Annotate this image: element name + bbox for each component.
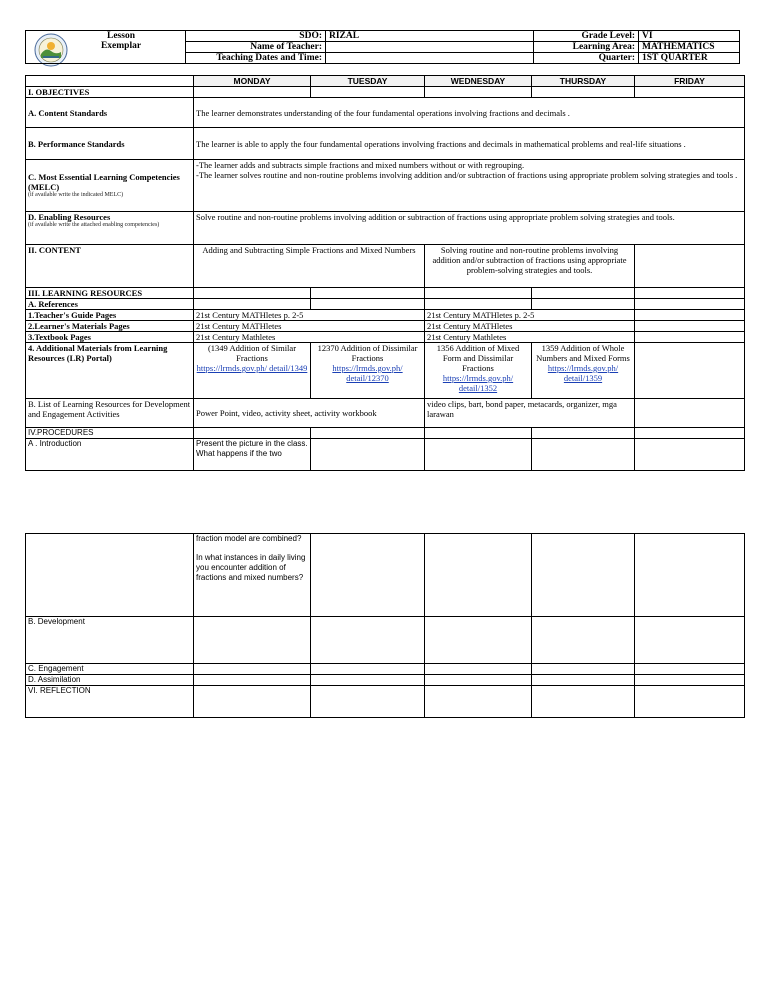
lesson-plan-table bbox=[25, 75, 745, 471]
teacher-label: Name of Teacher: bbox=[186, 42, 326, 53]
day-friday: FRIDAY bbox=[635, 76, 745, 87]
reflection-label: VI. REFLECTION bbox=[26, 686, 194, 718]
lrmds-link-1352[interactable]: https://lrmds.gov.ph/ detail/1352 bbox=[442, 373, 514, 393]
day-thursday: THURSDAY bbox=[532, 76, 635, 87]
introduction-text: Present the picture in the class. What happens if the two bbox=[194, 439, 311, 471]
day-wednesday: WEDNESDAY bbox=[425, 76, 532, 87]
add-mon-cell: (1349 Addition of Similar Fractions https://lrmds.gov.ph/ detail/1349 bbox=[194, 343, 311, 399]
list-wed: video clips, bart, bond paper, metacards, organizer, mga larawan bbox=[425, 399, 635, 428]
quarter-value: 1ST QUARTER bbox=[639, 53, 740, 64]
objectives-heading: I. OBJECTIVES bbox=[26, 87, 194, 98]
assimilation-label: D. Assimilation bbox=[26, 675, 194, 686]
development-label: B. Development bbox=[26, 617, 194, 664]
teacher-value bbox=[326, 42, 534, 53]
performance-standards-text: The learner is able to apply the four fundamental operations involving fractions and decimals in mathematical problems and real-life situations . bbox=[194, 128, 745, 160]
sdo-label: SDO: bbox=[186, 31, 326, 42]
melc-label-cell bbox=[26, 160, 194, 212]
grade-value: VI bbox=[639, 31, 740, 42]
procedures-heading: IV.PROCEDURES bbox=[26, 428, 194, 439]
day-tuesday: TUESDAY bbox=[311, 76, 425, 87]
enabling-label: D. Enabling Resources bbox=[28, 212, 111, 222]
day-monday: MONDAY bbox=[194, 76, 311, 87]
melc-text: -The learner adds and subtracts simple fractions and mixed numbers without or with regrouping. -The learner solves routine and non-routine problems involving addition and/or subtraction of fractions using appropriate problem solving strategies and tools . bbox=[194, 160, 745, 212]
lm-mon: 21st Century MATHletes bbox=[194, 321, 425, 332]
content-standards-label: A. Content Standards bbox=[26, 98, 194, 128]
enabling-label-cell bbox=[26, 212, 194, 245]
tb-label: 3.Textbook Pages bbox=[26, 332, 194, 343]
tg-label: 1.Teacher's Guide Pages bbox=[26, 310, 194, 321]
additional-materials-label: 4. Additional Materials from Learning Resources (LR) Portal) bbox=[26, 343, 194, 399]
dates-label: Teaching Dates and Time: bbox=[186, 53, 326, 64]
add-wed-cell: 1356 Addition of Mixed Form and Dissimilar Fractions https://lrmds.gov.ph/ detail/1352 bbox=[425, 343, 532, 399]
performance-standards-label: B. Performance Standards bbox=[26, 128, 194, 160]
lrmds-link-12370[interactable]: https://lrmds.gov.ph/ detail/12370 bbox=[332, 363, 403, 383]
references-label: A. References bbox=[26, 299, 194, 310]
header-table bbox=[25, 30, 740, 64]
engagement-label: C. Engagement bbox=[26, 664, 194, 675]
tb-wed: 21st Century Mathletes bbox=[425, 332, 635, 343]
lrmds-link-1349[interactable]: https://lrmds.gov.ph/ detail/1349 bbox=[196, 363, 308, 373]
grade-label: Grade Level: bbox=[534, 31, 639, 42]
tg-wed: 21st Century MATHletes p. 2-5 bbox=[425, 310, 635, 321]
corner-cell bbox=[26, 76, 194, 87]
quarter-label: Quarter: bbox=[534, 53, 639, 64]
introduction-continued: fraction model are combined? In what instances in daily living you encounter addition of fractions and mixed numbers? bbox=[194, 534, 311, 617]
resources-heading: III. LEARNING RESOURCES bbox=[26, 288, 194, 299]
lm-wed: 21st Century MATHletes bbox=[425, 321, 635, 332]
area-value: MATHEMATICS bbox=[639, 42, 740, 53]
melc-note: (if available write the indicated MELC) bbox=[28, 192, 124, 198]
tb-mon: 21st Century Mathletes bbox=[194, 332, 425, 343]
area-label: Learning Area: bbox=[534, 42, 639, 53]
introduction-label: A . Introduction bbox=[26, 439, 194, 471]
sdo-value: RIZAL bbox=[326, 31, 534, 42]
content-wed-thu: Solving routine and non-routine problems involving addition and/or subtraction of fractions using appropriate problem-solving strategies and tools. bbox=[425, 245, 635, 288]
list-mon: Power Point, video, activity sheet, activity workbook bbox=[194, 399, 425, 428]
lrmds-link-1359[interactable]: https://lrmds.gov.ph/ detail/1359 bbox=[547, 363, 619, 383]
add-tue-cell: 12370 Addition of Dissimilar Fractions https://lrmds.gov.ph/ detail/12370 bbox=[311, 343, 425, 399]
dates-value bbox=[326, 53, 534, 64]
melc-label: C. Most Essential Learning Competencies (MELC) bbox=[28, 172, 180, 192]
list-resources-label: B. List of Learning Resources for Development and Engagement Activities bbox=[26, 399, 194, 428]
enabling-text: Solve routine and non-routine problems involving addition or subtraction of fractions using appropriate problem solving strategies and tools. bbox=[194, 212, 745, 245]
add-thu-cell: 1359 Addition of Whole Numbers and Mixed Forms https://lrmds.gov.ph/ detail/1359 bbox=[532, 343, 635, 399]
lesson-exemplar-title: Lesson Exemplar bbox=[26, 31, 186, 64]
tg-mon: 21st Century MATHletes p. 2-5 bbox=[194, 310, 425, 321]
lesson-plan-table-continued bbox=[25, 533, 745, 718]
lm-label: 2.Learner's Materials Pages bbox=[26, 321, 194, 332]
content-heading: II. CONTENT bbox=[26, 245, 194, 288]
content-standards-text: The learner demonstrates understanding of the four fundamental operations involving fractions and decimals . bbox=[194, 98, 745, 128]
enabling-note: (if available write the attached enabling competencies) bbox=[28, 222, 160, 228]
content-mon-tue: Adding and Subtracting Simple Fractions and Mixed Numbers bbox=[194, 245, 425, 288]
